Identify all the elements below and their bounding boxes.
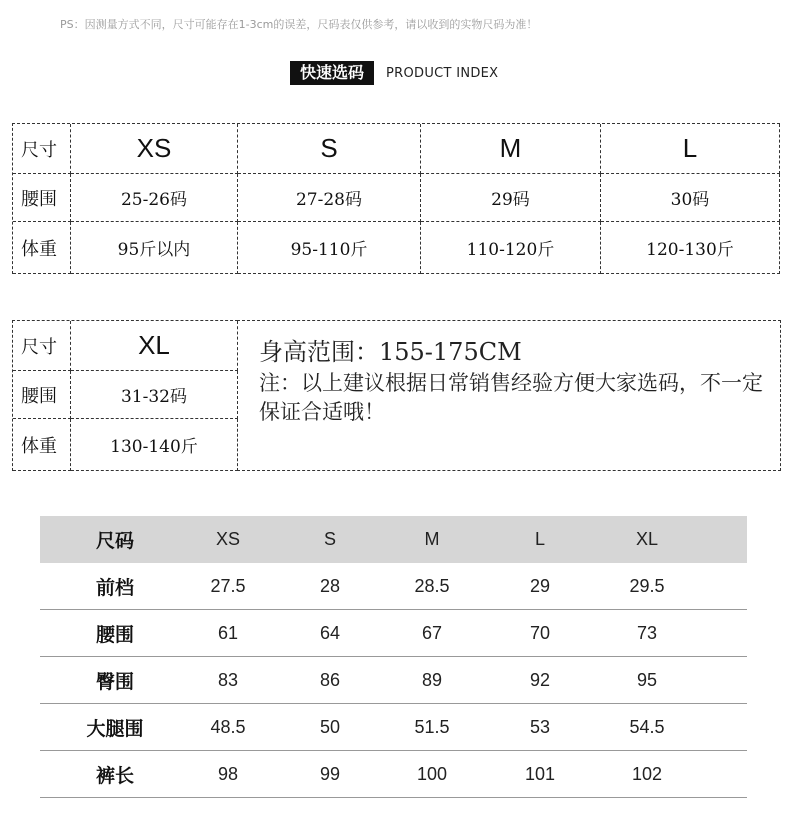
header-title: 快速选码 xyxy=(290,61,374,85)
table-cell: 73 xyxy=(636,622,658,643)
row-label-weight: 体重 xyxy=(13,222,71,274)
table-cell: 48.5 xyxy=(210,716,246,737)
table-cell: 29 xyxy=(529,575,551,596)
quick-size-table-xl xyxy=(12,320,238,471)
header-subtitle: PRODUCT INDEX xyxy=(386,65,499,81)
table-cell: 95 xyxy=(636,669,658,690)
row-label: 臀围 xyxy=(95,670,134,693)
table-cell: 89 xyxy=(421,669,443,690)
waist-cell: 31-32码 xyxy=(71,371,238,419)
weight-cell: 110-120斤 xyxy=(421,222,601,274)
row-label: 裤长 xyxy=(95,764,134,787)
waist-cell: 25-26码 xyxy=(71,174,238,222)
row-label: 腰围 xyxy=(95,623,134,646)
waist-cell: 29码 xyxy=(421,174,601,222)
table-cell: 83 xyxy=(217,669,239,690)
size-note-box xyxy=(237,320,781,471)
quick-size-table xyxy=(12,123,780,274)
waist-cell: 27-28码 xyxy=(238,174,421,222)
table-cell: 67 xyxy=(421,622,443,643)
table-cell: 100 xyxy=(416,763,448,784)
table-cell: 101 xyxy=(524,763,556,784)
section-header xyxy=(290,61,498,85)
table-cell: 86 xyxy=(319,669,341,690)
row-label-waist: 腰围 xyxy=(13,371,71,419)
weight-cell: 95-110斤 xyxy=(238,222,421,274)
table-row xyxy=(40,657,747,704)
row-label-waist: 腰围 xyxy=(13,174,71,222)
header-cell: L xyxy=(534,529,545,549)
size-cell: XS xyxy=(71,124,238,174)
size-cell: M xyxy=(421,124,601,174)
table-cell: 28.5 xyxy=(414,575,450,596)
row-label: 前档 xyxy=(95,576,134,599)
size-cell: XL xyxy=(71,321,238,371)
table-cell: 92 xyxy=(529,669,551,690)
table-cell: 64 xyxy=(319,622,341,643)
header-cell: M xyxy=(424,529,440,549)
table-cell: 50 xyxy=(319,716,341,737)
weight-cell: 130-140斤 xyxy=(71,419,238,471)
size-cell: L xyxy=(601,124,780,174)
header-cell: XL xyxy=(635,529,659,549)
size-cell: S xyxy=(238,124,421,174)
table-row xyxy=(40,751,747,798)
row-label-weight: 体重 xyxy=(13,419,71,471)
table-cell: 99 xyxy=(319,763,341,784)
table-cell: 102 xyxy=(631,763,663,784)
tip-text: 注：以上建议根据日常销售经验方便大家选码，不一定保证合适哦！ xyxy=(259,371,763,424)
table-cell: 54.5 xyxy=(629,716,665,737)
header-cell: 尺码 xyxy=(95,530,134,552)
table-cell: 51.5 xyxy=(414,716,450,737)
header-cell: S xyxy=(323,529,336,549)
table-cell: 70 xyxy=(529,622,551,643)
waist-cell: 30码 xyxy=(601,174,780,222)
weight-cell: 120-130斤 xyxy=(601,222,780,274)
weight-cell: 95斤以内 xyxy=(71,222,238,274)
table-row xyxy=(40,563,747,610)
row-label-size: 尺寸 xyxy=(13,124,71,174)
height-range-text: 身高范围：155-175CM xyxy=(259,338,522,366)
table-row xyxy=(40,610,747,657)
measurement-table xyxy=(40,516,747,798)
row-label: 大腿围 xyxy=(86,717,144,740)
header-cell: XS xyxy=(215,529,240,549)
table-cell: 98 xyxy=(217,763,239,784)
ps-note: PS：因测量方式不同，尺寸可能存在1-3cm的误差，尺码表仅供参考，请以收到的实物尺码为准！ xyxy=(60,18,538,31)
table-row xyxy=(40,704,747,751)
table-cell: 28 xyxy=(319,575,341,596)
table-cell: 27.5 xyxy=(210,575,246,596)
table-cell: 53 xyxy=(529,716,551,737)
table-cell: 29.5 xyxy=(629,575,665,596)
table-cell: 61 xyxy=(217,622,239,643)
row-label-size: 尺寸 xyxy=(13,321,71,371)
table-header-row xyxy=(40,516,747,563)
